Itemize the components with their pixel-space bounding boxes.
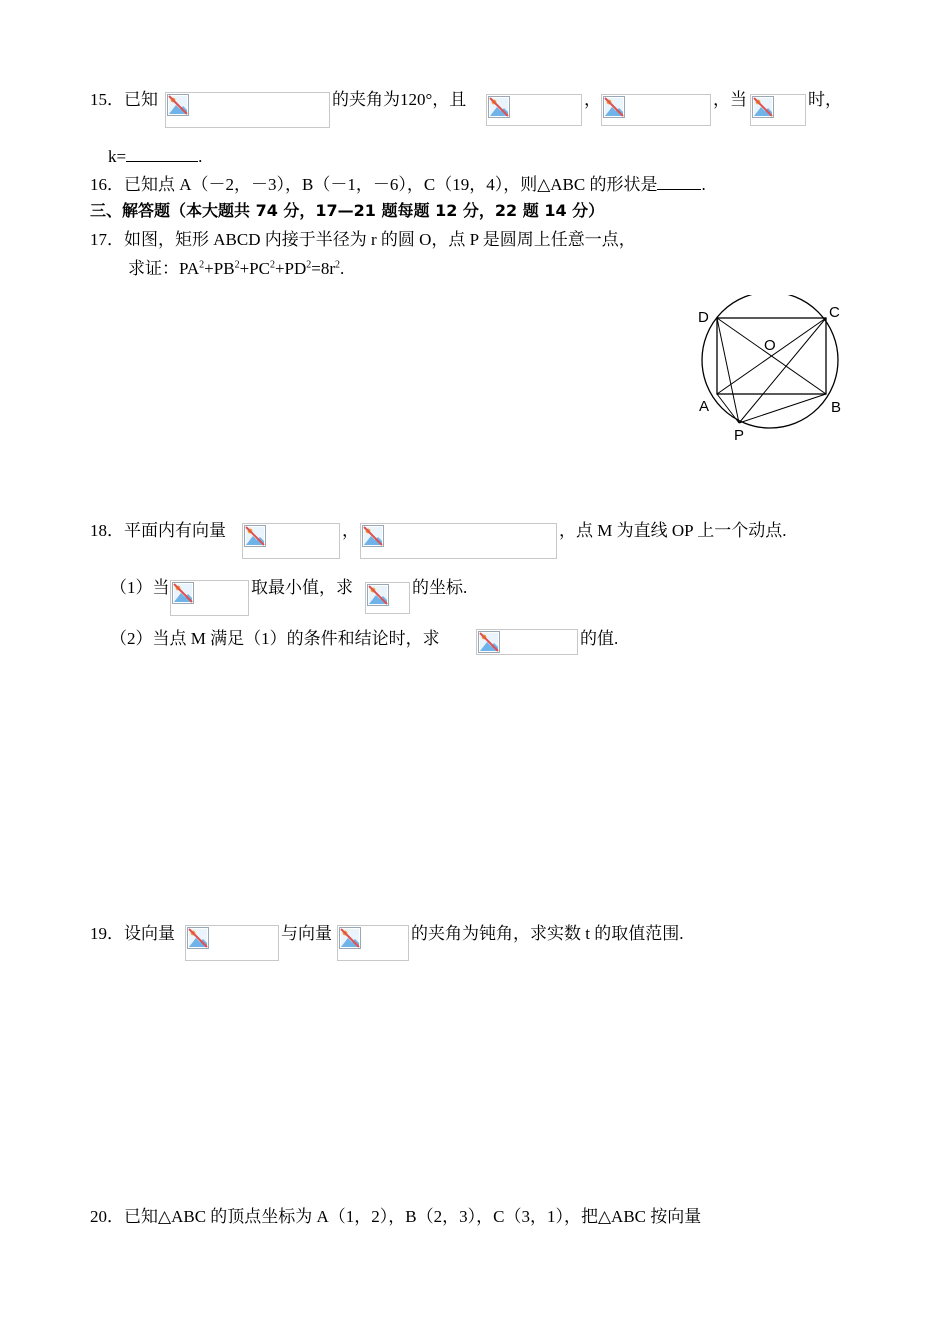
formula-image: [360, 523, 557, 559]
label-d: D: [698, 309, 709, 326]
q16-number: 16．: [90, 175, 124, 194]
formula-image: [750, 94, 806, 126]
segment-pb: [739, 394, 826, 423]
circle-rectangle-figure: [690, 295, 855, 450]
formula-image: [170, 580, 249, 616]
q17-proof: 求证：$PA^2+PB^2+PC^2+PD^2=8r^2$.: [128, 259, 345, 278]
circle-o: [702, 295, 838, 428]
formula-image: [337, 925, 409, 961]
answer-blank: [657, 173, 701, 190]
formula-image: [486, 94, 582, 126]
q17-number: 17．: [90, 230, 124, 249]
q20-number: 20．: [90, 1207, 124, 1226]
q15-number: 15．: [90, 90, 124, 109]
broken-image-icon: [339, 927, 361, 949]
broken-image-icon: [478, 631, 500, 653]
label-p: P: [734, 427, 745, 444]
answer-blank: [126, 145, 198, 162]
formula-image: [165, 92, 330, 128]
q19-line: 19．设向量: [90, 924, 175, 943]
segment-pc: [739, 318, 826, 423]
q15-line: 15．已知: [90, 90, 158, 109]
broken-image-icon: [367, 584, 389, 606]
broken-image-icon: [172, 582, 194, 604]
q15-answer: k= .: [108, 147, 203, 166]
formula-image: [185, 925, 279, 961]
q19-number: 19．: [90, 924, 124, 943]
label-b: B: [831, 399, 842, 416]
broken-image-icon: [488, 96, 510, 118]
section-heading: 三、解答题（本大题共 74 分，17—21 题每题 12 分，22 题 14 分）: [90, 201, 605, 220]
formula-image: [476, 629, 578, 655]
q20-line: 20．已知△ABC 的顶点坐标为 A（1，2），B（2，3），C（3，1），把△ABC 按向量: [90, 1207, 702, 1226]
formula-image: [601, 94, 711, 126]
label-o: O: [764, 337, 776, 354]
q18-line: 18．平面内有向量: [90, 521, 226, 540]
broken-image-icon: [603, 96, 625, 118]
label-a: A: [699, 398, 710, 415]
broken-image-icon: [187, 927, 209, 949]
formula-image: [242, 523, 340, 559]
formula-image: [365, 582, 410, 614]
q18-number: 18．: [90, 521, 124, 540]
broken-image-icon: [244, 525, 266, 547]
broken-image-icon: [362, 525, 384, 547]
label-c: C: [829, 304, 840, 321]
q16-line: 16．已知点 A（－2，－3），B（－1，－6），C（19，4），则△ABC 的形状是 .: [90, 175, 706, 194]
broken-image-icon: [752, 96, 774, 118]
q17-line: 17．如图，矩形 ABCD 内接于半径为 r 的圆 O，点 P 是圆周上任意一点，: [90, 230, 636, 249]
broken-image-icon: [167, 94, 189, 116]
